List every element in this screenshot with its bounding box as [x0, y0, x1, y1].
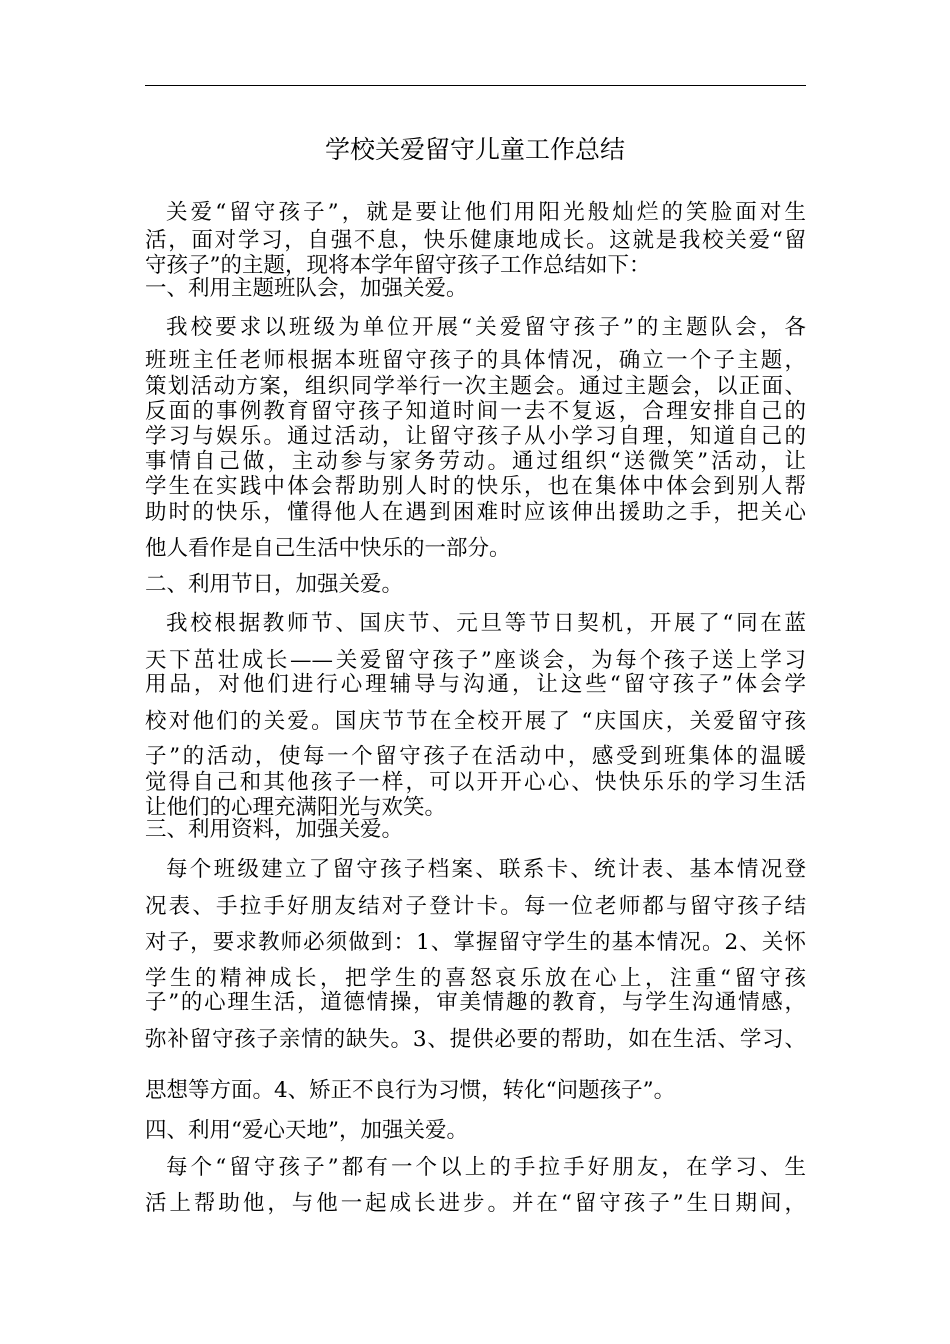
section-heading-1: 一、利用主题班队会，加强关爱。: [145, 276, 468, 301]
paragraph-line: 守孩子”的主题，现将本学年留守孩子工作总结如下：: [145, 253, 651, 278]
paragraph-line: 天下茁壮成长——关爱留守孩子”座谈会，为每个孩子送上学习: [145, 648, 806, 673]
paragraph-line: 觉得自己和其他孩子一样，可以开开心心、快快乐乐的学习生活: [145, 770, 806, 795]
paragraph-line: 活上帮助他，与他一起成长进步。并在“留守孩子”生日期间，: [145, 1191, 806, 1216]
paragraph-line: 况表、手拉手好朋友结对子登计卡。每一位老师都与留守孩子结: [145, 894, 806, 919]
paragraph-line: 学习与娱乐。通过活动，让留守孩子从小学习自理，知道自己的: [145, 424, 806, 449]
paragraph-line: 校对他们的关爱。国庆节节在全校开展了 “庆国庆，关爱留守孩: [145, 709, 806, 734]
paragraph-line: 反面的事例教育留守孩子知道时间一去不复返，合理安排自己的: [145, 399, 806, 424]
paragraph-line: 思想等方面。4、矫正不良行为习惯，转化“问题孩子”。: [145, 1078, 676, 1103]
section-heading-2: 二、利用节日，加强关爱。: [145, 572, 404, 597]
paragraph-line: 他人看作是自己生活中快乐的一部分。: [145, 536, 511, 561]
paragraph-line: 对子，要求教师必须做到：1、掌握留守学生的基本情况。2、关怀: [145, 930, 806, 955]
paragraph-line: 子”的活动，使每一个留守孩子在活动中，感受到班集体的温暖: [145, 744, 806, 769]
paragraph-line: 助时的快乐，懂得他人在遇到困难时应该伸出援助之手，把关心: [145, 500, 806, 525]
paragraph-line: 我校根据教师节、国庆节、元旦等节日契机，开展了“同在蓝: [166, 611, 806, 636]
section-heading-4: 四、利用“爱心天地”，加强关爱。: [145, 1118, 468, 1143]
section-heading-3: 三、利用资料，加强关爱。: [145, 817, 404, 842]
paragraph-line: 学生的精神成长，把学生的喜怒哀乐放在心上，注重“留守孩: [145, 966, 806, 991]
paragraph-line: 我校要求以班级为单位开展“关爱留守孩子”的主题队会，各: [166, 315, 806, 340]
paragraph-line: 让他们的心理充满阳光与欢笑。: [145, 795, 447, 820]
paragraph-line: 关爱“留守孩子”，就是要让他们用阳光般灿烂的笑脸面对生: [166, 200, 806, 225]
paragraph-line: 学生在实践中体会帮助别人时的快乐，也在集体中体会到别人帮: [145, 474, 806, 499]
paragraph-line: 班班主任老师根据本班留守孩子的具体情况，确立一个子主题，: [145, 348, 806, 373]
header-rule: [145, 85, 806, 86]
paragraph-line: 每个班级建立了留守孩子档案、联系卡、统计表、基本情况登: [166, 857, 806, 882]
paragraph-line: 用品，对他们进行心理辅导与沟通，让这些“留守孩子”体会学: [145, 672, 806, 697]
paragraph-line: 策划活动方案，组织同学举行一次主题会。通过主题会，以正面、: [145, 374, 806, 399]
paragraph-line: 每个“留守孩子”都有一个以上的手拉手好朋友，在学习、生: [166, 1155, 806, 1180]
document-title: 学校关爱留守儿童工作总结: [324, 135, 625, 164]
paragraph-line: 活，面对学习，自强不息，快乐健康地成长。这就是我校关爱“留: [145, 228, 806, 253]
paragraph-line: 弥补留守孩子亲情的缺失。3、提供必要的帮助，如在生活、学习、: [145, 1027, 806, 1052]
paragraph-line: 子”的心理生活，道德情操，审美情趣的教育，与学生沟通情感，: [145, 990, 806, 1015]
paragraph-line: 事情自己做，主动参与家务劳动。通过组织“送微笑”活动，让: [145, 449, 806, 474]
